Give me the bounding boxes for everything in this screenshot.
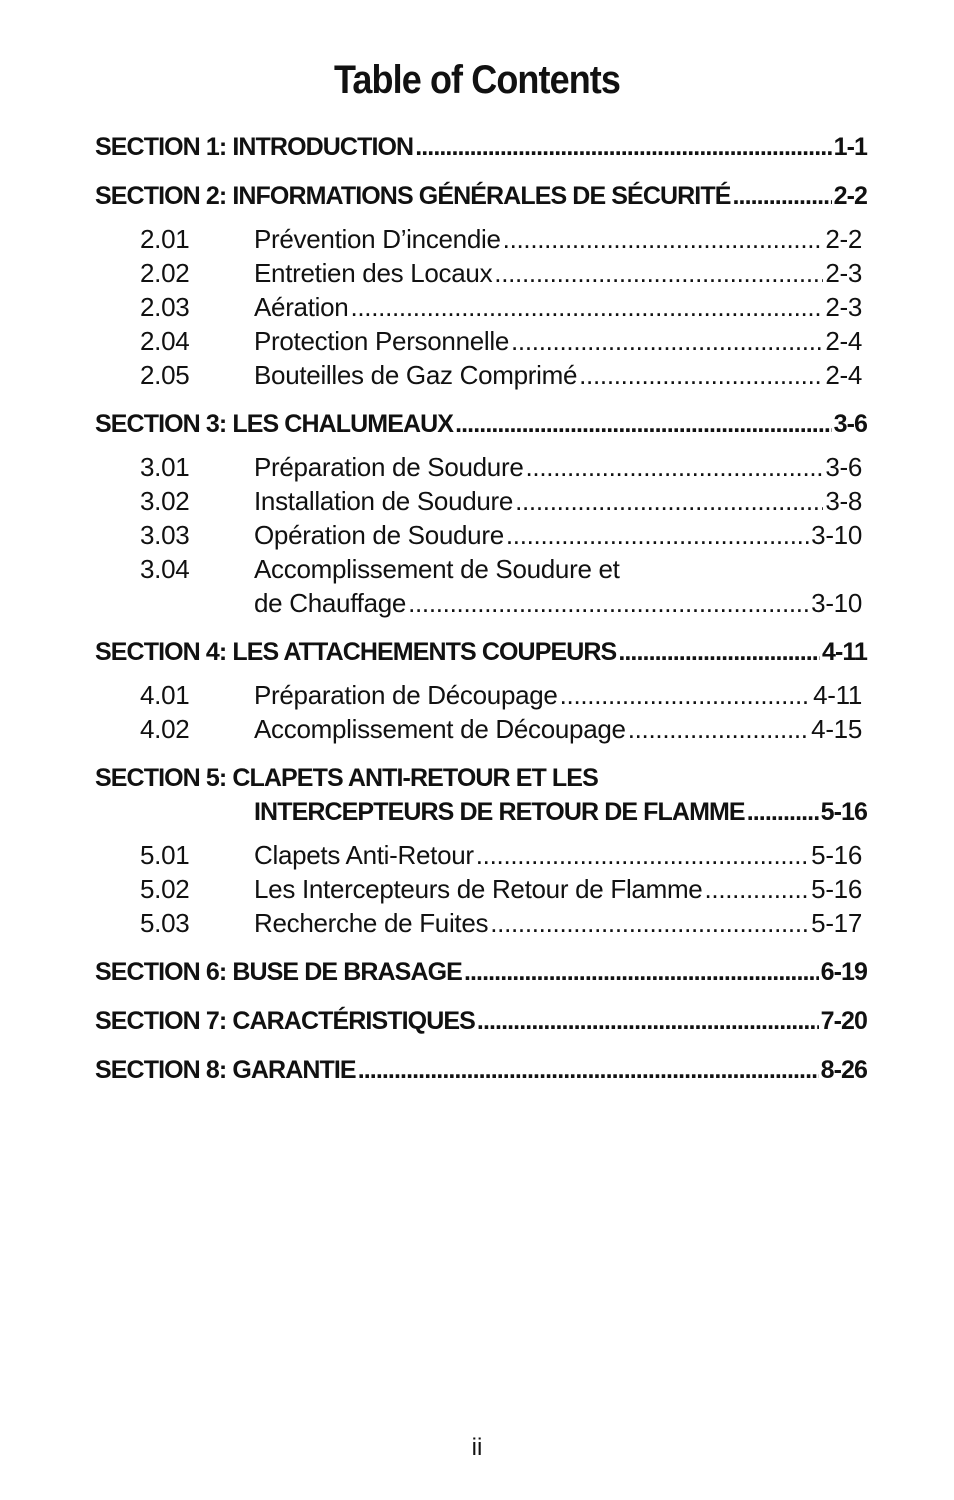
section-label: SECTION 3: LES CHALUMEAUX — [95, 410, 454, 438]
subsection-page: 2-4 — [825, 326, 862, 356]
subsection-title: Opération de Soudure — [254, 520, 504, 550]
toc-section — [95, 761, 867, 940]
subsection-number: 2.03 — [140, 292, 190, 322]
toc-section — [95, 407, 867, 620]
subsection-title: Bouteilles de Gaz Comprimé — [254, 360, 578, 390]
subsection-number: 3.04 — [140, 554, 190, 584]
section-label: SECTION 4: LES ATTACHEMENTS COUPEURS — [95, 638, 617, 666]
dot-leader — [511, 324, 823, 358]
subsection-list — [140, 838, 862, 940]
section-label: SECTION 7: CARACTÉRISTIQUES — [95, 1007, 475, 1035]
section-label-continued: INTERCEPTEURS DE RETOUR DE FLAMME — [254, 798, 745, 826]
subsection-entry[interactable] — [140, 358, 862, 392]
subsection-page: 3-10 — [811, 520, 862, 550]
subsection-entry[interactable] — [140, 484, 862, 518]
subsection-title: Entretien des Locaux — [254, 258, 493, 288]
subsection-title: Installation de Soudure — [254, 486, 514, 516]
subsection-number: 5.03 — [140, 908, 190, 938]
dot-leader — [732, 179, 831, 213]
subsection-list — [140, 222, 862, 392]
dot-leader — [358, 1053, 819, 1087]
subsection-list — [140, 450, 862, 620]
dot-leader — [490, 906, 809, 940]
dot-leader — [476, 838, 809, 872]
table-of-contents — [95, 130, 867, 1087]
subsection-entry[interactable] — [140, 256, 862, 290]
section-label: SECTION 1: INTRODUCTION — [95, 133, 414, 161]
subsection-title: Recherche de Fuites — [254, 908, 489, 938]
subsection-page: 4-11 — [813, 680, 862, 710]
toc-section — [95, 179, 867, 392]
dot-leader — [579, 358, 823, 392]
subsection-title: Protection Personnelle — [254, 326, 509, 356]
dot-leader — [408, 586, 809, 620]
section-heading[interactable] — [95, 635, 867, 669]
toc-section — [95, 130, 867, 164]
subsection-entry[interactable] — [140, 222, 862, 256]
dot-leader — [747, 795, 819, 829]
dot-leader — [704, 872, 809, 906]
section-heading[interactable] — [95, 1004, 867, 1038]
section-heading[interactable] — [95, 407, 867, 441]
subsection-entry-continued[interactable] — [140, 586, 862, 620]
dot-leader — [515, 484, 823, 518]
dot-leader — [455, 407, 831, 441]
page-title: Table of Contents — [333, 58, 621, 102]
subsection-number: 4.02 — [140, 714, 190, 744]
subsection-entry[interactable] — [140, 838, 862, 872]
toc-section — [95, 635, 867, 746]
subsection-number: 3.02 — [140, 486, 190, 516]
subsection-title: Les Intercepteurs de Retour de Flamme — [254, 874, 703, 904]
section-label: SECTION 2: INFORMATIONS GÉNÉRALES DE SÉCURITÉ — [95, 182, 731, 210]
subsection-page: 2-4 — [825, 360, 862, 390]
subsection-entry[interactable] — [140, 906, 862, 940]
subsection-title-continued: de Chauffage — [254, 588, 407, 618]
section-heading[interactable] — [95, 761, 867, 795]
subsection-entry[interactable] — [140, 552, 862, 586]
section-heading[interactable] — [95, 130, 867, 164]
subsection-entry[interactable] — [140, 518, 862, 552]
subsection-number: 5.01 — [140, 840, 190, 870]
section-page: 2-2 — [833, 182, 867, 210]
section-page: 6-19 — [820, 958, 867, 986]
subsection-number: 2.05 — [140, 360, 190, 390]
section-label: SECTION 6: BUSE DE BRASAGE — [95, 958, 462, 986]
subsection-title: Clapets Anti-Retour — [254, 840, 474, 870]
subsection-title: Prévention D’incendie — [254, 224, 501, 254]
subsection-number: 2.01 — [140, 224, 190, 254]
section-page: 4-11 — [821, 638, 867, 666]
subsection-page: 2-3 — [825, 292, 862, 322]
subsection-title: Préparation de Découpage — [254, 680, 558, 710]
subsection-title: Accomplissement de Soudure et — [254, 554, 620, 584]
subsection-page: 5-16 — [811, 840, 862, 870]
section-page: 5-16 — [820, 798, 867, 826]
toc-section — [95, 955, 867, 989]
dot-leader — [618, 635, 820, 669]
section-page: 3-6 — [833, 410, 867, 438]
dot-leader — [415, 130, 831, 164]
dot-leader — [560, 678, 811, 712]
subsection-number: 2.02 — [140, 258, 190, 288]
subsection-number: 5.02 — [140, 874, 190, 904]
section-page: 8-26 — [820, 1056, 867, 1084]
subsection-entry[interactable] — [140, 450, 862, 484]
toc-section — [95, 1004, 867, 1038]
dot-leader — [464, 955, 819, 989]
page-number: ii — [471, 1434, 483, 1461]
dot-leader — [628, 712, 809, 746]
section-label: SECTION 8: GARANTIE — [95, 1056, 356, 1084]
subsection-entry[interactable] — [140, 324, 862, 358]
dot-leader — [506, 518, 809, 552]
section-page: 7-20 — [820, 1007, 867, 1035]
section-label: SECTION 5: CLAPETS ANTI-RETOUR ET LES — [95, 764, 598, 792]
subsection-page: 4-15 — [811, 714, 862, 744]
subsection-page: 2-3 — [825, 258, 862, 288]
subsection-title: Aération — [254, 292, 349, 322]
subsection-page: 5-16 — [811, 874, 862, 904]
subsection-title: Accomplissement de Découpage — [254, 714, 626, 744]
subsection-title: Préparation de Soudure — [254, 452, 524, 482]
section-heading[interactable] — [95, 955, 867, 989]
subsection-number: 3.01 — [140, 452, 190, 482]
section-page: 1-1 — [833, 133, 867, 161]
dot-leader — [526, 450, 824, 484]
dot-leader — [494, 256, 823, 290]
subsection-entry[interactable] — [140, 678, 862, 712]
subsection-number: 4.01 — [140, 680, 190, 710]
subsection-page: 5-17 — [811, 908, 862, 938]
subsection-page: 3-10 — [811, 588, 862, 618]
subsection-number: 3.03 — [140, 520, 190, 550]
section-heading[interactable] — [95, 179, 867, 213]
toc-section — [95, 1053, 867, 1087]
subsection-page: 3-6 — [825, 452, 862, 482]
subsection-entry[interactable] — [140, 712, 862, 746]
subsection-entry[interactable] — [140, 872, 862, 906]
subsection-page: 3-8 — [825, 486, 862, 516]
section-heading[interactable] — [95, 1053, 867, 1087]
subsection-number: 2.04 — [140, 326, 190, 356]
subsection-page: 2-2 — [825, 224, 862, 254]
dot-leader — [503, 222, 824, 256]
subsection-entry[interactable] — [140, 290, 862, 324]
subsection-list — [140, 678, 862, 746]
dot-leader — [350, 290, 823, 324]
section-heading-continued[interactable] — [95, 795, 867, 829]
dot-leader — [477, 1004, 819, 1038]
